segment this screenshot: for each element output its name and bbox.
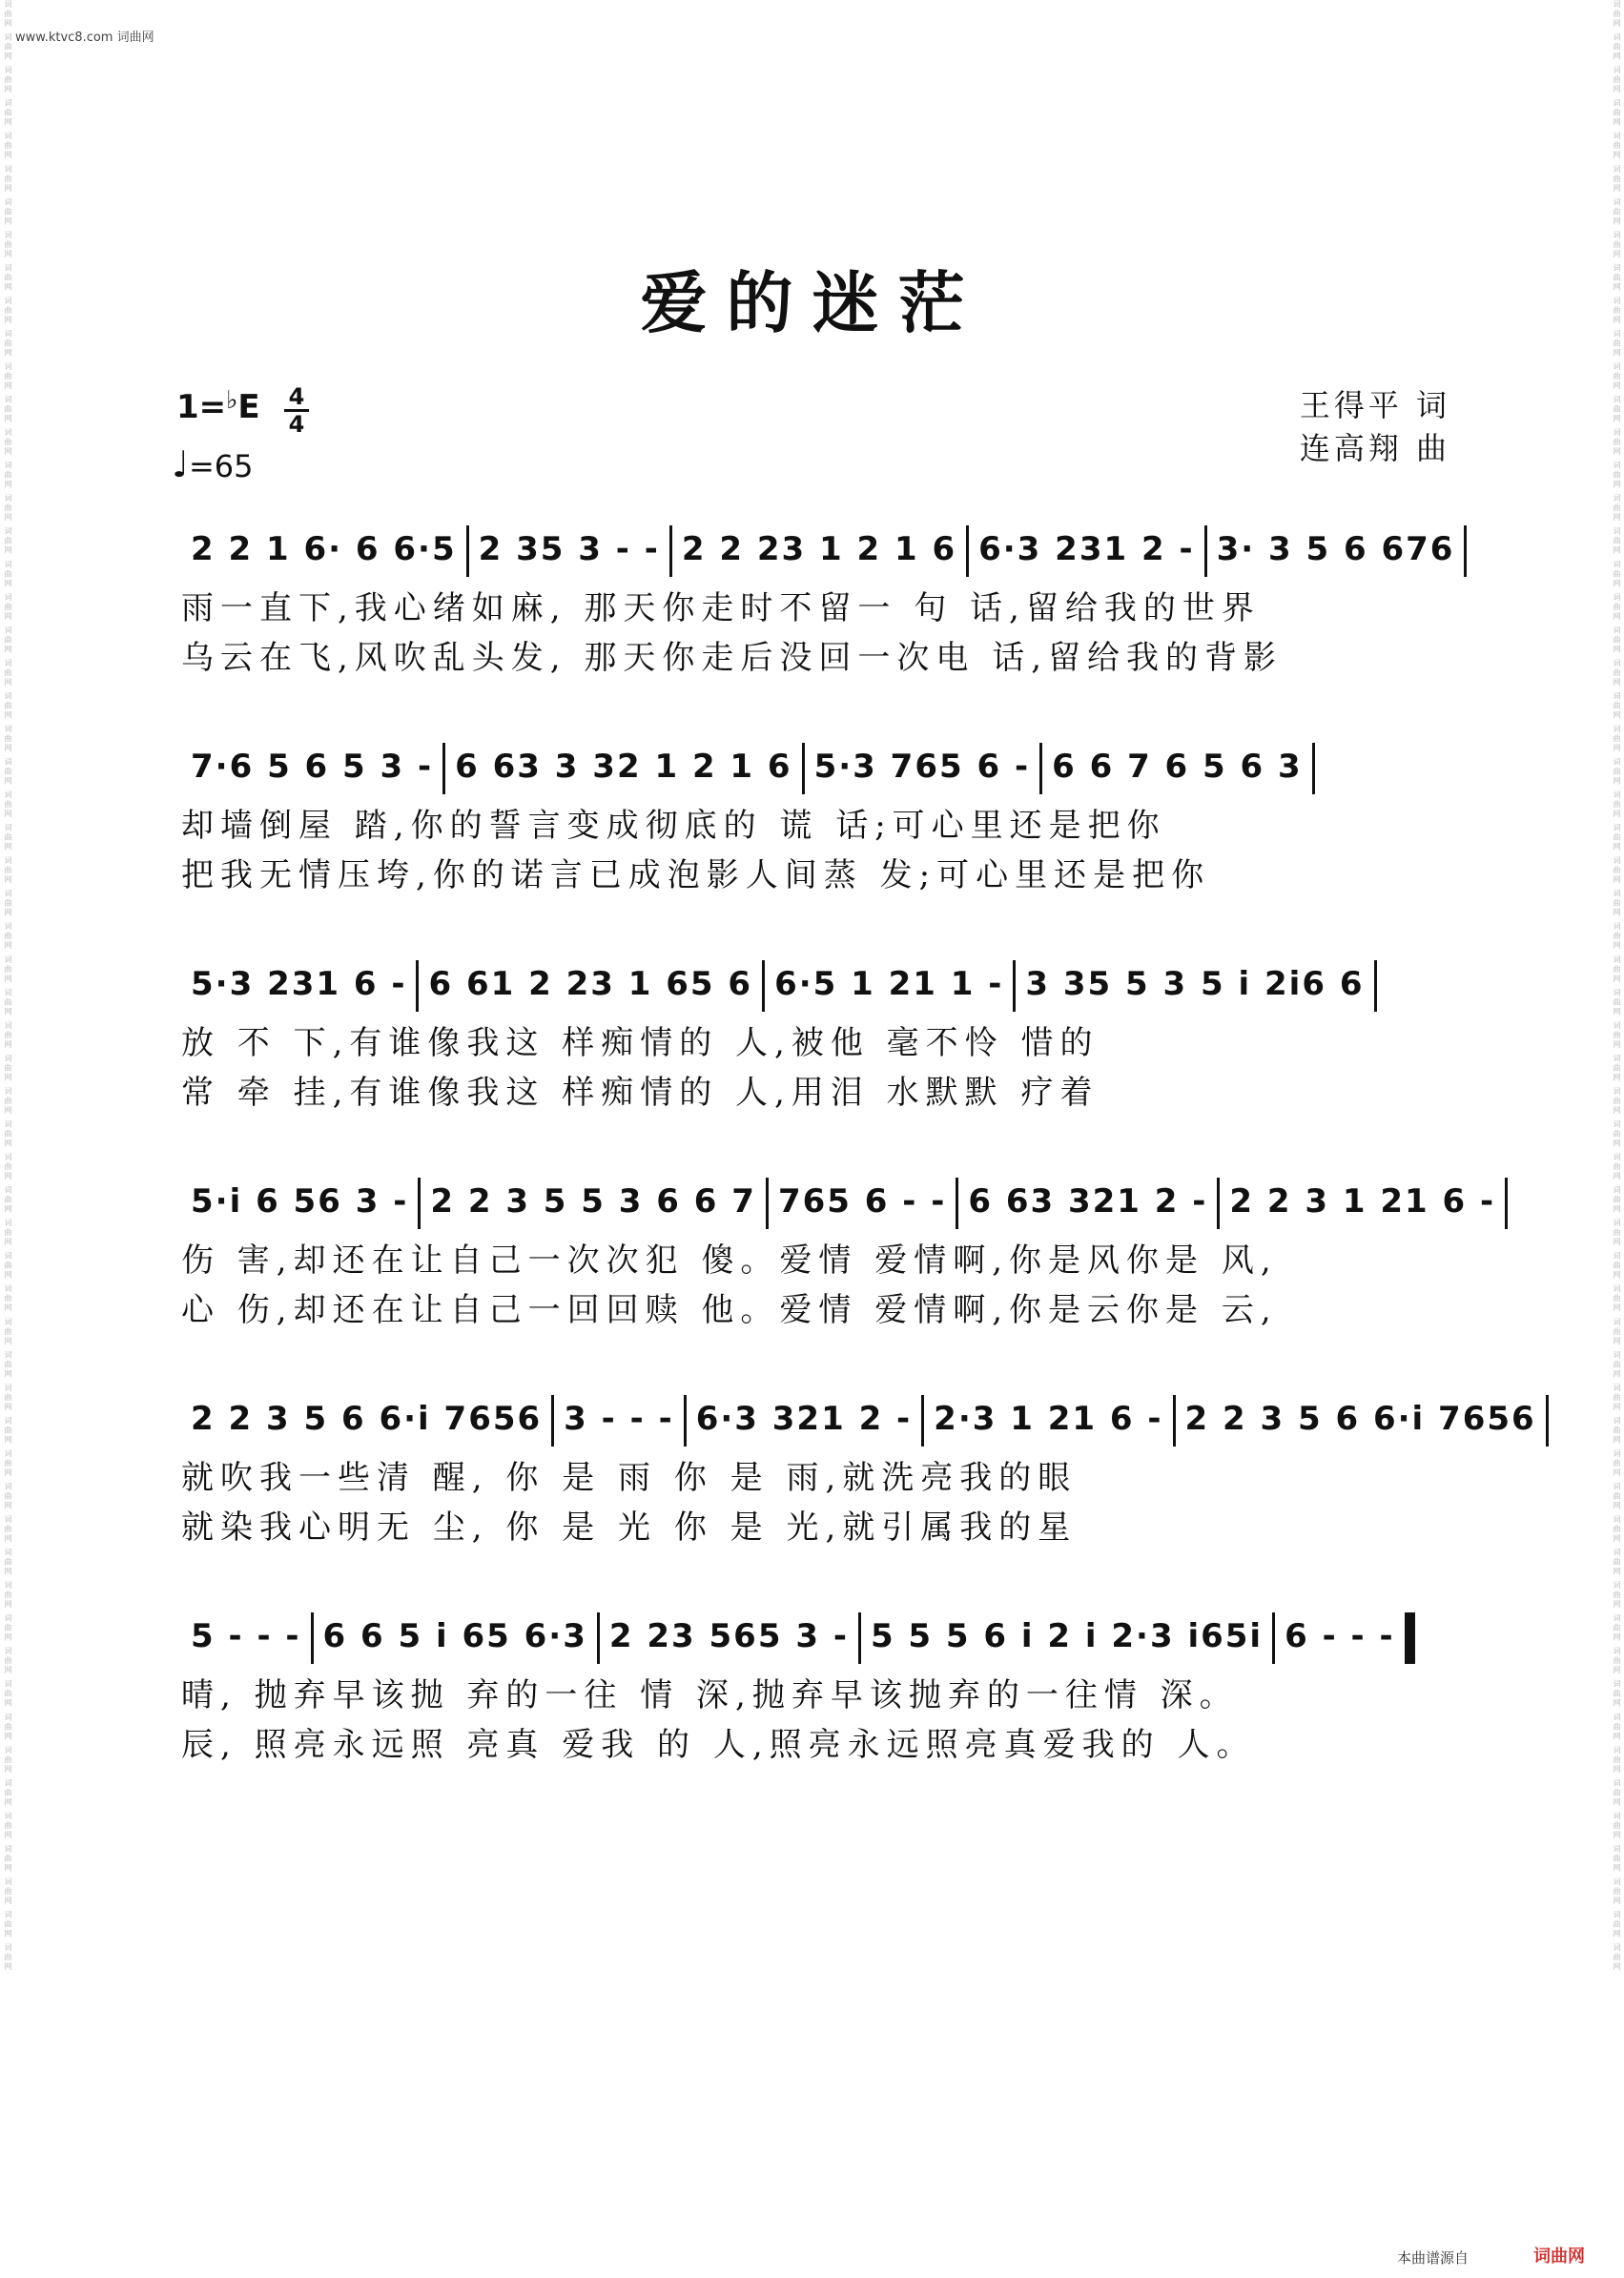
notation-line [181,515,1459,584]
measure: 7·6 5 6 5 3 - [191,748,434,786]
measure: 3 - - - [564,1400,674,1438]
barline [1505,1178,1508,1229]
notation-line [181,1167,1496,1236]
lyric-line-1: 放 不 下,有谁像我这 样痴情的 人,被他 毫不怜 惜的 [181,1024,1100,1062]
lyric-line-1: 却墙倒屋 踏,你的誓言变成彻底的 谎 话;可心里还是把你 [181,807,1166,845]
measure: 5 5 5 6 i 2 i 2·3 i65i [870,1617,1264,1655]
measure: 2 23 565 3 - [608,1617,849,1655]
measure: 5·i 6 56 3 - [191,1182,409,1221]
lyric-line-2: 就染我心明无 尘, 你 是 光 你 是 光,就引属我的星 [181,1508,1078,1547]
measure: 6 6 7 6 5 6 3 [1052,748,1303,786]
notation-line [181,1385,1536,1453]
lyric-line-1: 雨一直下,我心绪如麻, 那天你走时不留一 句 话,留给我的世界 [181,589,1261,627]
measure: 2 2 3 5 6 6·i 7656 [1184,1400,1536,1438]
measure: 6 61 2 23 1 65 6 [428,965,753,1003]
measure: 6·3 321 2 - [695,1400,913,1438]
song-title: 爱的迷茫 [640,263,984,342]
measure: 5·3 765 6 - [813,748,1031,786]
measure: 6·5 1 21 1 - [774,965,1004,1003]
time-signature [284,385,309,436]
lyric-line-2: 乌云在飞,风吹乱头发, 那天你走后没回一次电 话,留给我的背影 [181,639,1284,677]
measure: 2 2 23 1 2 1 6 [681,530,957,568]
tempo-value: =65 [188,448,254,484]
lyricist-credit: 王得平 词 [1299,387,1450,423]
score-system-1 [181,515,1459,683]
lyric-line-2: 辰, 照亮永远照 亮真 爱我 的 人,照亮永远照亮真爱我的 人。 [181,1726,1256,1764]
lyric-line-1: 伤 害,却还在让自己一次次犯 傻。爱情 爱情啊,你是风你是 风, [181,1242,1278,1280]
measure: 6 - - - [1285,1617,1395,1655]
barline [1312,743,1315,794]
measure: 765 6 - - [777,1182,947,1221]
time-sig-top: 4 [288,383,305,410]
key-prefix: 1= [176,388,227,426]
notation-line [181,732,1459,801]
final-repeat-barline [1405,1612,1415,1664]
lyric-line-1: 就吹我一些清 醒, 你 是 雨 你 是 雨,就洗亮我的眼 [181,1459,1078,1497]
footer-logo[interactable]: 词曲网 [1533,2247,1585,2267]
flat-icon: ♭ [226,386,238,415]
measure: 5 - - - [191,1617,301,1655]
measure: 6 63 3 32 1 2 1 6 [455,748,792,786]
left-edge-watermark: 词曲网 词曲网 词曲网 词曲网 词曲网 词曲网 词曲网 词曲网 词曲网 词曲网 词曲网 词曲网 词曲网 词曲网 词曲网 词曲网 词曲网 词曲网 词曲网 词曲网 词曲网 词曲网 词曲网 词曲网 词曲网 词曲网 词曲网 词曲网 词曲网 词曲网 词曲网 词曲网 词曲网 词曲网 词曲网 词曲网 词曲网 词曲网 词曲网 词曲网 词曲网 词曲网 词曲网 词曲网 词曲网 词曲网 词曲网 词曲网 词曲网 词曲网 词曲网 词曲网 词曲网 词曲网 词曲网 词曲网 词曲网 词曲网 词曲网 词曲网 [4,0,12,1973]
measure: 6 6 5 i 65 6·3 [322,1617,587,1655]
score-system-2 [181,732,1459,900]
measure: 5·3 231 6 - [191,965,407,1003]
score-system-4 [181,1167,1496,1335]
score-system-6 [181,1602,1459,1770]
lyric-line-2: 心 伤,却还在让自己一回回赎 他。爱情 爱情啊,你是云你是 云, [181,1291,1278,1329]
tempo-marking [172,443,253,485]
key-note: E [237,388,260,426]
composer-credit: 连高翔 曲 [1299,430,1450,466]
lyric-line-1: 晴, 抛弃早该抛 弃的一往 情 深,抛弃早该抛弃的一往情 深。 [181,1676,1239,1714]
measure: 2 35 3 - - [478,530,660,568]
right-edge-watermark: 词曲网 词曲网 词曲网 词曲网 词曲网 词曲网 词曲网 词曲网 词曲网 词曲网 词曲网 词曲网 词曲网 词曲网 词曲网 词曲网 词曲网 词曲网 词曲网 词曲网 词曲网 词曲网 词曲网 词曲网 词曲网 词曲网 词曲网 词曲网 词曲网 词曲网 词曲网 词曲网 词曲网 词曲网 词曲网 词曲网 词曲网 词曲网 词曲网 词曲网 词曲网 词曲网 词曲网 词曲网 词曲网 词曲网 词曲网 词曲网 词曲网 词曲网 词曲网 词曲网 词曲网 词曲网 词曲网 词曲网 词曲网 词曲网 词曲网 词曲网 [1613,0,1621,1973]
measure: 6 63 321 2 - [968,1182,1208,1221]
measure: 2·3 1 21 6 - [934,1400,1163,1438]
measure: 2 2 3 1 21 6 - [1229,1182,1496,1221]
quarter-note-icon: ♩ [172,443,189,485]
site-url: www.ktvc8.com 词曲网 [15,31,154,45]
footer-source-text: 本曲谱源自 [1397,2249,1470,2267]
measure: 2 2 3 5 5 3 6 6 7 [430,1182,756,1221]
measure: 2 2 1 6· 6 6·5 [191,530,457,568]
score-system-3 [181,950,1459,1118]
notation-line [181,1602,1459,1671]
barline [1464,525,1467,577]
measure: 3 35 5 3 5 i 2i6 6 [1025,965,1365,1003]
time-sig-bottom: 4 [288,411,305,438]
notation-line [181,950,1459,1018]
lyric-line-2: 把我无情压垮,你的诺言已成泡影人间蒸 发;可心里还是把你 [181,856,1211,894]
measure: 3· 3 5 6 676 [1216,530,1455,568]
lyric-line-2: 常 牵 挂,有谁像我这 样痴情的 人,用泪 水默默 疗着 [181,1074,1100,1112]
barline [1374,960,1377,1012]
barline [1546,1395,1549,1447]
key-signature [176,386,260,426]
measure: 6·3 231 2 - [978,530,1195,568]
score-system-5 [181,1385,1536,1552]
measure: 2 2 3 5 6 6·i 7656 [191,1400,543,1438]
